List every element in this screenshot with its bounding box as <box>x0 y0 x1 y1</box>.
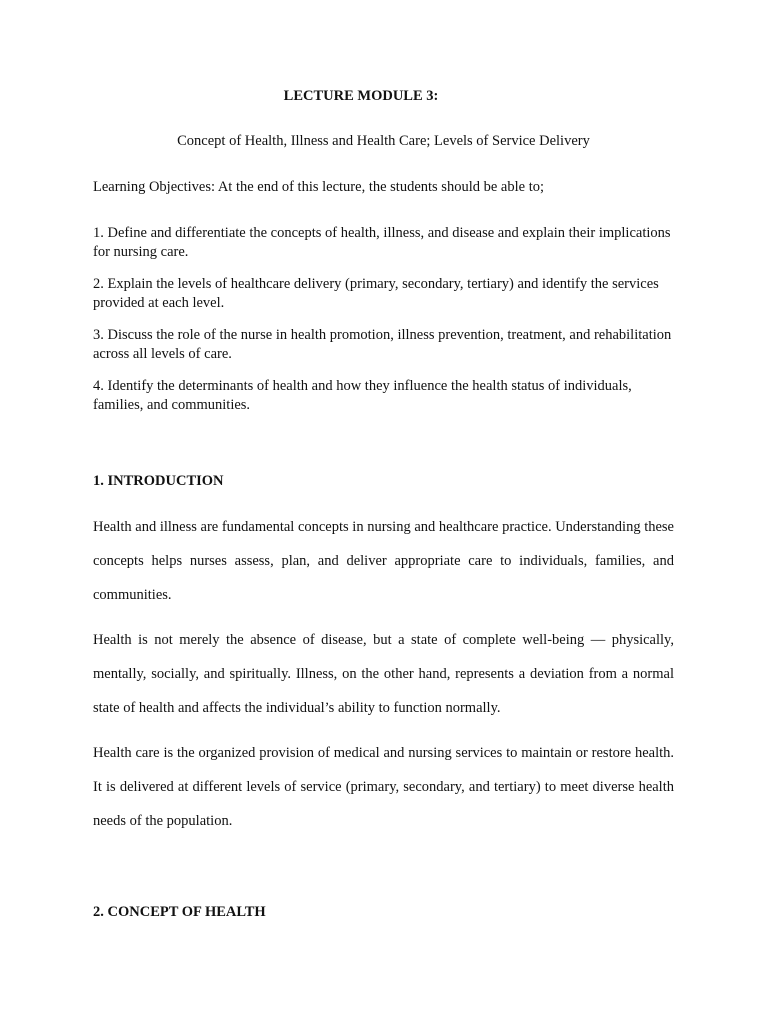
section-heading-concept-of-health: 2. CONCEPT OF HEALTH <box>93 904 266 920</box>
section-heading-introduction: 1. INTRODUCTION <box>93 473 224 489</box>
body-paragraph: Health care is the organized provision of medical and nursing services to maintain or restore health. It is delivered at different levels of service (primary, secondary, and tertiary) to meet diverse health needs of the population. <box>93 745 674 829</box>
learning-objectives-list <box>93 224 674 428</box>
body-paragraph: Health is not merely the absence of disease, but a state of complete well-being — physically, mentally, socially, and spiritually. Illness, on the other hand, represents a deviation from a normal state of health and affects the individual’s ability to function normally. <box>93 632 674 716</box>
learning-objectives-intro: Learning Objectives: At the end of this lecture, the students should be able to; <box>93 179 545 195</box>
objective-item: 1. Define and differentiate the concepts of health, illness, and disease and explain their implications for nursing care. <box>93 225 671 260</box>
document-page <box>93 0 674 1024</box>
objective-item: 2. Explain the levels of healthcare delivery (primary, secondary, tertiary) and identify the services provided at each level. <box>93 276 659 311</box>
body-paragraph: Health and illness are fundamental concepts in nursing and healthcare practice. Understanding these concepts helps nurses assess, plan, and deliver appropriate care to individuals, families, and communities. <box>93 519 674 603</box>
objective-item: 3. Discuss the role of the nurse in health promotion, illness prevention, treatment, and rehabilitation across all levels of care. <box>93 327 672 362</box>
objective-item: 4. Identify the determinants of health and how they influence the health status of individuals, families, and communities. <box>93 378 632 413</box>
module-title: LECTURE MODULE 3: <box>283 88 439 104</box>
module-subtitle: Concept of Health, Illness and Health Care; Levels of Service Delivery <box>177 133 590 149</box>
